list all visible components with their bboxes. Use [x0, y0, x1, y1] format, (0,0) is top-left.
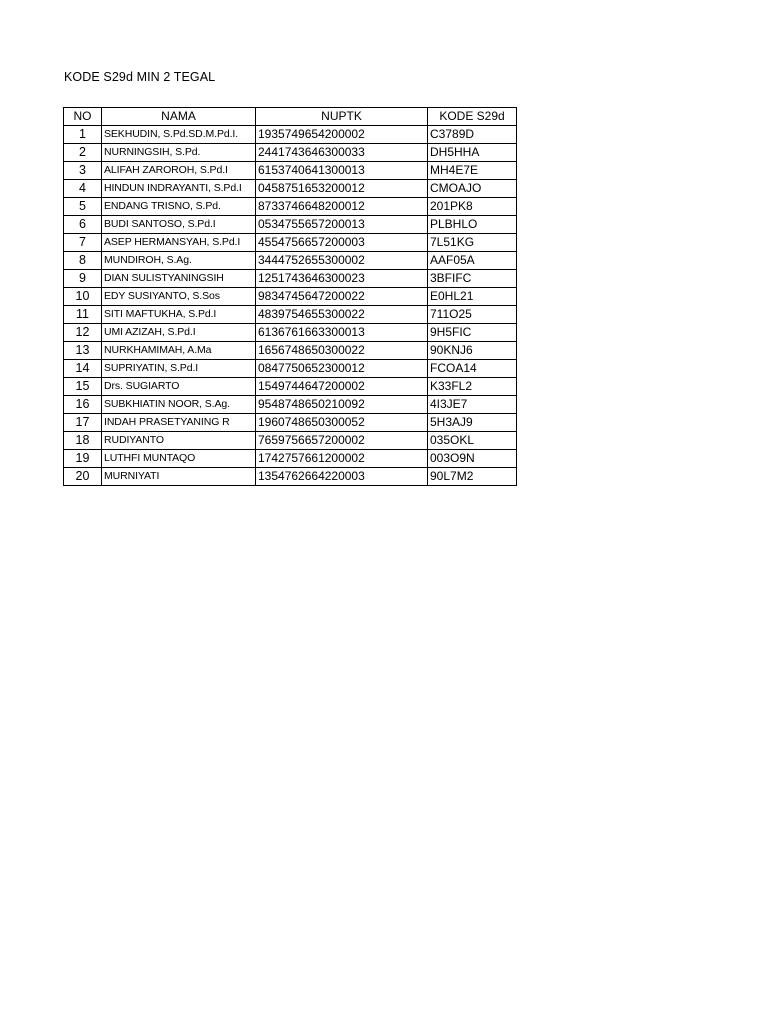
cell-nuptk: 1251743646300023 — [256, 270, 428, 288]
cell-no: 15 — [64, 378, 102, 396]
cell-no: 20 — [64, 468, 102, 486]
cell-no: 5 — [64, 198, 102, 216]
cell-no: 13 — [64, 342, 102, 360]
header-nuptk: NUPTK — [256, 108, 428, 126]
table-row — [64, 360, 517, 378]
cell-nama: SEKHUDIN, S.Pd.SD.M.Pd.I. — [102, 126, 256, 144]
cell-no: 3 — [64, 162, 102, 180]
cell-kode: FCOA14 — [428, 360, 517, 378]
cell-nuptk: 1935749654200002 — [256, 126, 428, 144]
table-row — [64, 414, 517, 432]
cell-nuptk: 9834745647200022 — [256, 288, 428, 306]
cell-nama: HINDUN INDRAYANTI, S.Pd.I — [102, 180, 256, 198]
cell-nama: EDY SUSIYANTO, S.Sos — [102, 288, 256, 306]
cell-nama: DIAN SULISTYANINGSIH — [102, 270, 256, 288]
table-row — [64, 288, 517, 306]
cell-kode: DH5HHA — [428, 144, 517, 162]
cell-nama: INDAH PRASETYANING R — [102, 414, 256, 432]
cell-no: 11 — [64, 306, 102, 324]
table-row — [64, 468, 517, 486]
table-row — [64, 126, 517, 144]
cell-kode: 003O9N — [428, 450, 517, 468]
cell-no: 1 — [64, 126, 102, 144]
cell-nuptk: 1960748650300052 — [256, 414, 428, 432]
header-nama: NAMA — [102, 108, 256, 126]
cell-kode: 035OKL — [428, 432, 517, 450]
cell-no: 9 — [64, 270, 102, 288]
cell-kode: 711O25 — [428, 306, 517, 324]
cell-no: 14 — [64, 360, 102, 378]
cell-no: 7 — [64, 234, 102, 252]
cell-nuptk: 1549744647200002 — [256, 378, 428, 396]
cell-kode: 5H3AJ9 — [428, 414, 517, 432]
cell-nuptk: 6153740641300013 — [256, 162, 428, 180]
cell-no: 12 — [64, 324, 102, 342]
cell-nuptk: 0534755657200013 — [256, 216, 428, 234]
cell-nama: Drs. SUGIARTO — [102, 378, 256, 396]
table-row — [64, 450, 517, 468]
cell-kode: 3BFIFC — [428, 270, 517, 288]
cell-nama: SUPRIYATIN, S.Pd.I — [102, 360, 256, 378]
table-row — [64, 234, 517, 252]
cell-kode: E0HL21 — [428, 288, 517, 306]
table-row — [64, 162, 517, 180]
cell-no: 10 — [64, 288, 102, 306]
cell-nuptk: 7659756657200002 — [256, 432, 428, 450]
cell-nuptk: 8733746648200012 — [256, 198, 428, 216]
cell-nama: NURNINGSIH, S.Pd. — [102, 144, 256, 162]
cell-nama: ASEP HERMANSYAH, S.Pd.I — [102, 234, 256, 252]
header-no: NO — [64, 108, 102, 126]
cell-kode: AAF05A — [428, 252, 517, 270]
cell-nama: LUTHFI MUNTAQO — [102, 450, 256, 468]
cell-kode: 9H5FIC — [428, 324, 517, 342]
cell-nuptk: 0458751653200012 — [256, 180, 428, 198]
cell-kode: 90L7M2 — [428, 468, 517, 486]
cell-nuptk: 2441743646300033 — [256, 144, 428, 162]
cell-nuptk: 1354762664220003 — [256, 468, 428, 486]
cell-nama: NURKHAMIMAH, A.Ma — [102, 342, 256, 360]
staff-code-table — [63, 107, 517, 486]
table-row — [64, 396, 517, 414]
cell-no: 4 — [64, 180, 102, 198]
table-row — [64, 342, 517, 360]
cell-no: 19 — [64, 450, 102, 468]
cell-no: 17 — [64, 414, 102, 432]
table-row — [64, 324, 517, 342]
document-title: KODE S29d MIN 2 TEGAL — [64, 70, 216, 84]
cell-kode: C3789D — [428, 126, 517, 144]
table-body — [64, 126, 517, 486]
cell-nuptk: 9548748650210092 — [256, 396, 428, 414]
cell-nuptk: 4554756657200003 — [256, 234, 428, 252]
table-row — [64, 144, 517, 162]
cell-nama: RUDIYANTO — [102, 432, 256, 450]
cell-nuptk: 4839754655300022 — [256, 306, 428, 324]
table-row — [64, 198, 517, 216]
cell-kode: PLBHLO — [428, 216, 517, 234]
table-row — [64, 252, 517, 270]
cell-nama: ENDANG TRISNO, S.Pd. — [102, 198, 256, 216]
cell-no: 8 — [64, 252, 102, 270]
cell-nuptk: 1742757661200002 — [256, 450, 428, 468]
table-row — [64, 270, 517, 288]
cell-kode: 4I3JE7 — [428, 396, 517, 414]
cell-nama: MUNDIROH, S.Ag. — [102, 252, 256, 270]
table-row — [64, 378, 517, 396]
header-kode: KODE S29d — [428, 108, 517, 126]
cell-nama: SUBKHIATIN NOOR, S.Ag. — [102, 396, 256, 414]
cell-nuptk: 0847750652300012 — [256, 360, 428, 378]
cell-nuptk: 3444752655300002 — [256, 252, 428, 270]
table-row — [64, 306, 517, 324]
cell-nuptk: 1656748650300022 — [256, 342, 428, 360]
cell-kode: 201PK8 — [428, 198, 517, 216]
cell-kode: CMOAJO — [428, 180, 517, 198]
table-row — [64, 180, 517, 198]
cell-nama: UMI AZIZAH, S.Pd.I — [102, 324, 256, 342]
cell-nama: BUDI SANTOSO, S.Pd.I — [102, 216, 256, 234]
cell-nama: ALIFAH ZAROROH, S.Pd.I — [102, 162, 256, 180]
table-row — [64, 216, 517, 234]
cell-nama: MURNIYATI — [102, 468, 256, 486]
cell-kode: K33FL2 — [428, 378, 517, 396]
cell-no: 6 — [64, 216, 102, 234]
cell-nuptk: 6136761663300013 — [256, 324, 428, 342]
cell-no: 18 — [64, 432, 102, 450]
table-header-row — [64, 108, 517, 126]
cell-no: 16 — [64, 396, 102, 414]
cell-kode: MH4E7E — [428, 162, 517, 180]
cell-kode: 90KNJ6 — [428, 342, 517, 360]
table-row — [64, 432, 517, 450]
cell-no: 2 — [64, 144, 102, 162]
cell-nama: SITI MAFTUKHA, S.Pd.I — [102, 306, 256, 324]
cell-kode: 7L51KG — [428, 234, 517, 252]
